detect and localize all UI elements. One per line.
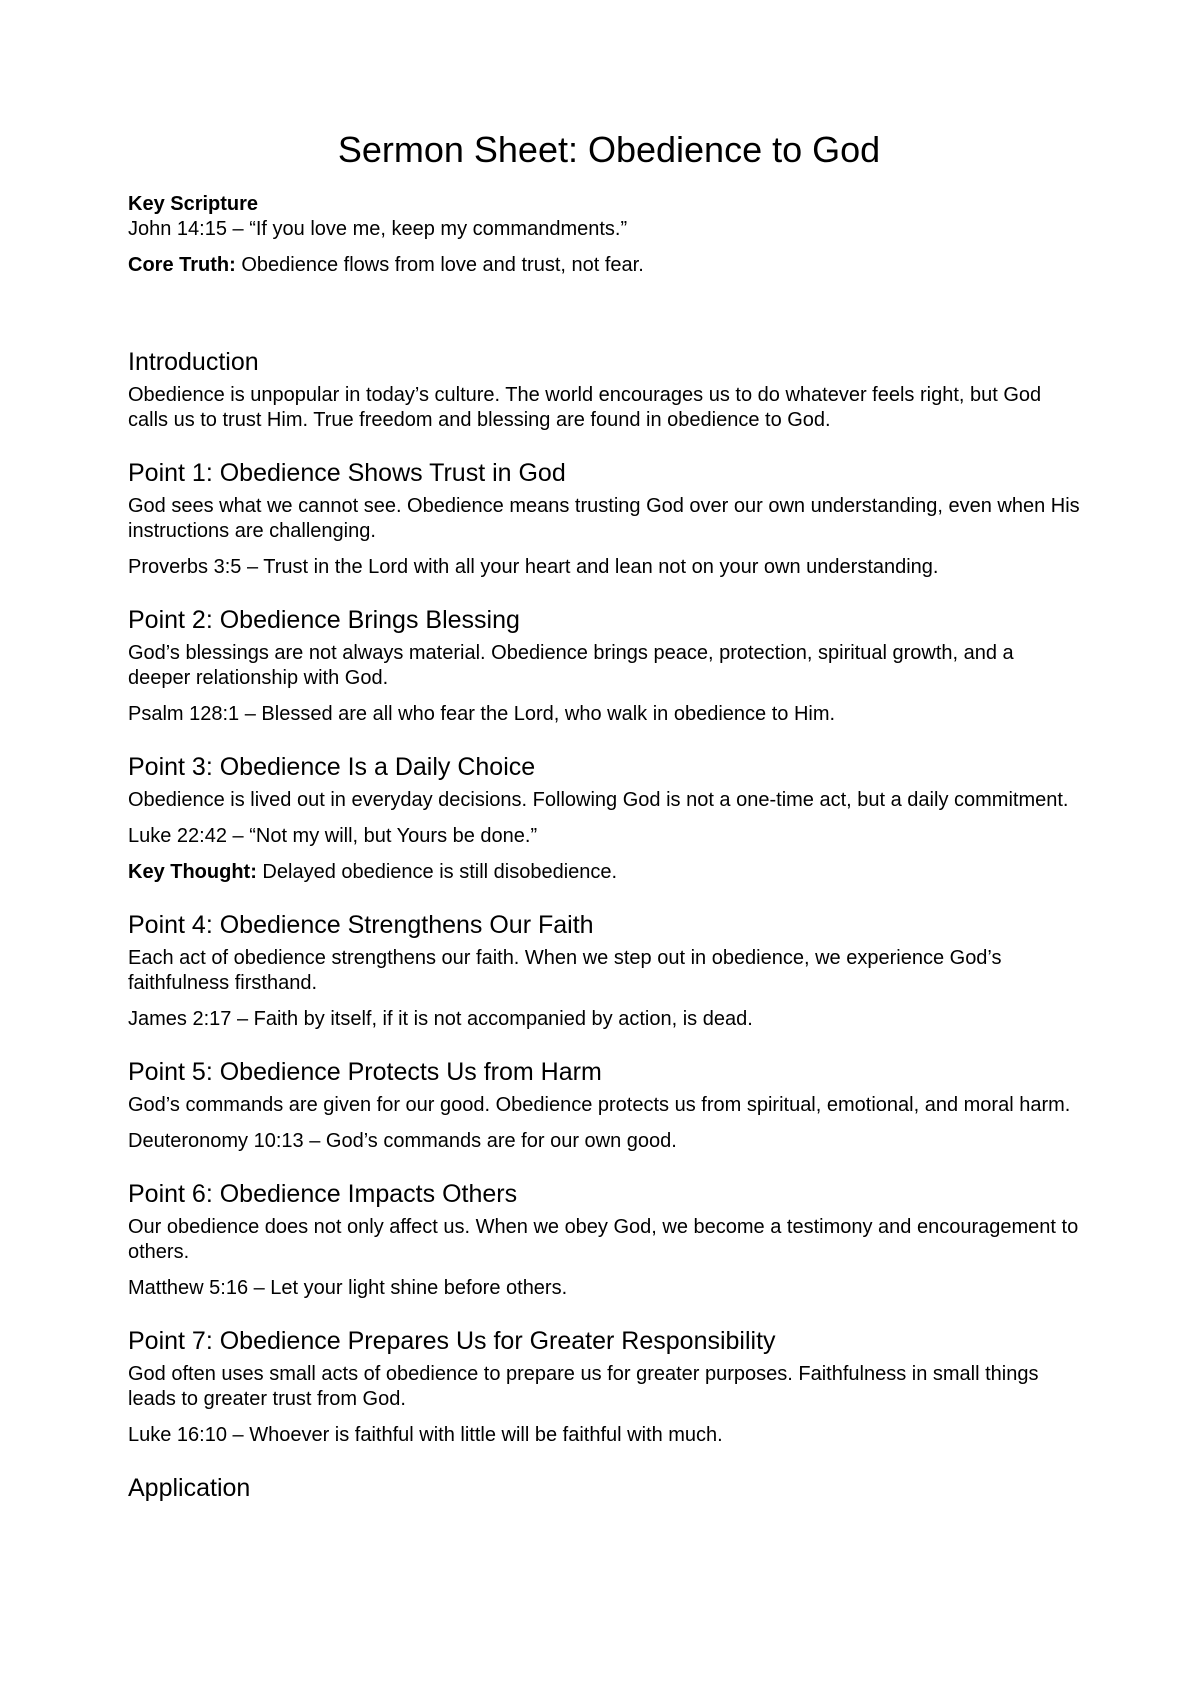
point-scripture: Deuteronomy 10:13 – God’s commands are for our own good. (128, 1130, 677, 1152)
point-body: Each act of obedience strengthens our faith. When we step out in obedience, we experience God’s faithfulness firsthand. (128, 947, 1002, 994)
introduction-body: Obedience is unpopular in today’s culture. The world encourages us to do whatever feels right, but God calls us to trust Him. True freedom and blessing are found in obedience to God. (128, 384, 1042, 431)
point-body: Our obedience does not only affect us. When we obey God, we become a testimony and encouragement to others. (128, 1216, 1079, 1263)
point-heading: Point 5: Obedience Protects Us from Harm (128, 1058, 602, 1086)
key-scripture-label: Key Scripture (128, 193, 259, 215)
key-thought (128, 860, 1080, 885)
point-body: God’s commands are given for our good. Obedience protects us from spiritual, emotional, and moral harm. (128, 1094, 1071, 1116)
point-body: God’s blessings are not always material. Obedience brings peace, protection, spiritual growth, and a deeper relationship with God. (128, 642, 1014, 689)
point-heading: Point 7: Obedience Prepares Us for Greater Responsibility (128, 1327, 776, 1355)
point-body: Obedience is lived out in everyday decisions. Following God is not a one-time act, but a daily commitment. (128, 789, 1069, 811)
point-heading: Point 1: Obedience Shows Trust in God (128, 459, 566, 487)
point-scripture: Proverbs 3:5 – Trust in the Lord with all your heart and lean not on your own understanding. (128, 556, 939, 578)
key-scripture-text: John 14:15 – “If you love me, keep my commandments.” (128, 218, 628, 240)
core-truth-label: Core Truth: (128, 254, 236, 276)
core-truth-text: Obedience flows from love and trust, not fear. (235, 254, 644, 276)
point-scripture: Matthew 5:16 – Let your light shine before others. (128, 1277, 568, 1299)
page-title: Sermon Sheet: Obedience to God (337, 129, 881, 170)
point-scripture: James 2:17 – Faith by itself, if it is not accompanied by action, is dead. (128, 1008, 753, 1030)
key-thought-text: Delayed obedience is still disobedience. (256, 861, 618, 883)
point-scripture: Psalm 128:1 – Blessed are all who fear the Lord, who walk in obedience to Him. (128, 703, 836, 725)
point-heading: Point 4: Obedience Strengthens Our Faith (128, 911, 594, 939)
application-heading: Application (128, 1474, 251, 1502)
point-scripture: Luke 22:42 – “Not my will, but Yours be done.” (128, 825, 538, 847)
point-heading: Point 3: Obedience Is a Daily Choice (128, 753, 536, 781)
point-scripture: Luke 16:10 – Whoever is faithful with little will be faithful with much. (128, 1424, 723, 1446)
key-thought-label: Key Thought: (128, 861, 257, 883)
point-heading: Point 2: Obedience Brings Blessing (128, 606, 520, 634)
introduction-heading: Introduction (128, 348, 259, 376)
point-body: God often uses small acts of obedience to prepare us for greater purposes. Faithfulness in small things leads to greater trust from God. (128, 1363, 1039, 1410)
point-body: God sees what we cannot see. Obedience means trusting God over our own understanding, even when His instructions are challenging. (128, 495, 1080, 542)
core-truth (128, 253, 1080, 278)
point-heading: Point 6: Obedience Impacts Others (128, 1180, 518, 1208)
